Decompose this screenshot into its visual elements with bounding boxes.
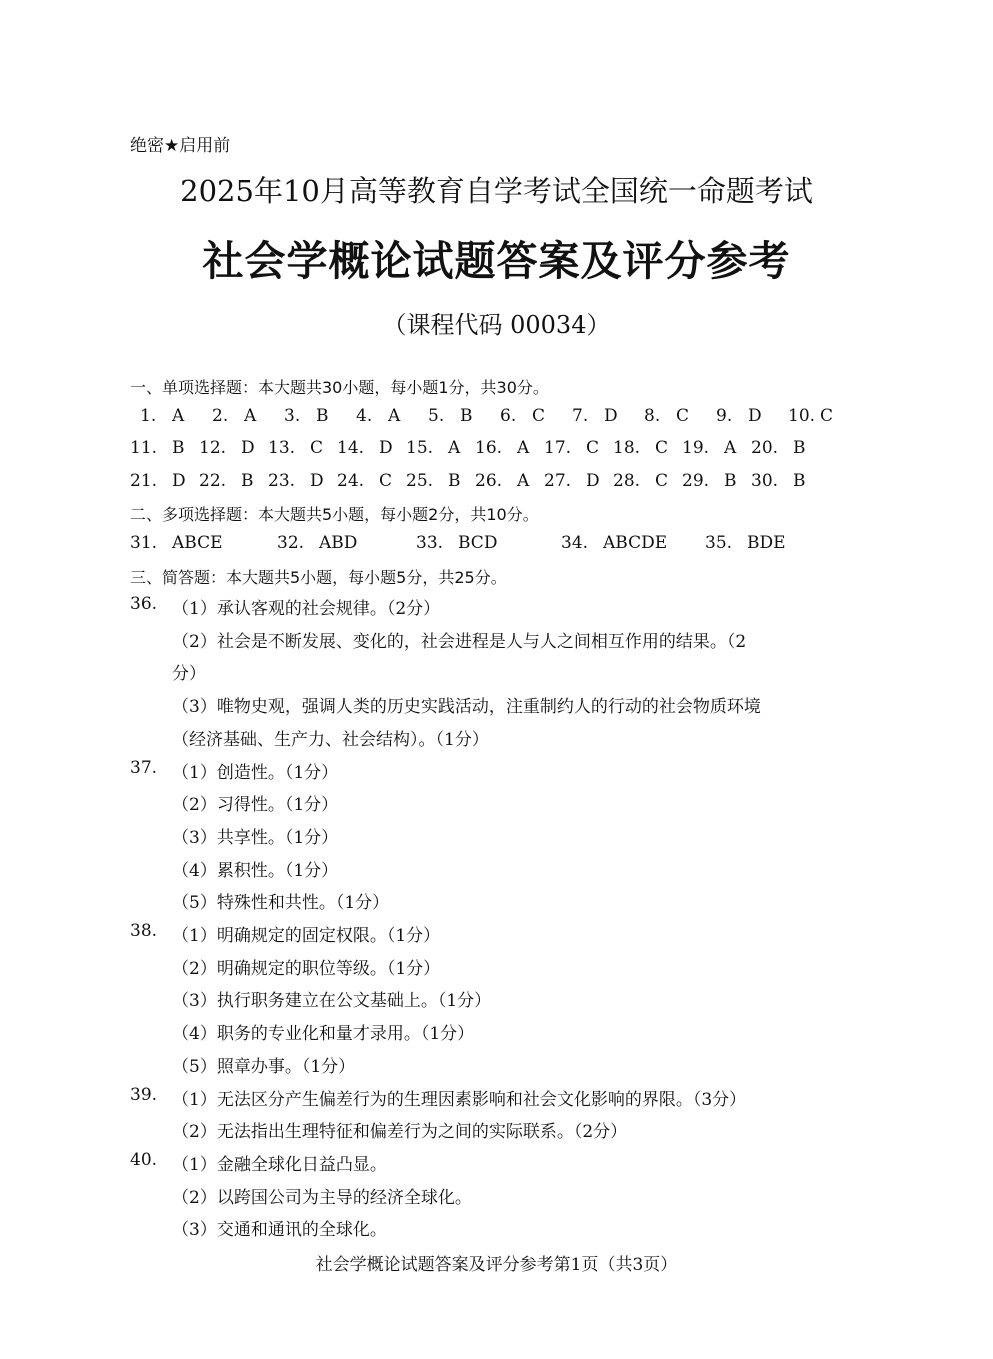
question-number: 17.	[544, 438, 572, 458]
answer-item	[572, 406, 644, 426]
answer-item	[561, 533, 705, 553]
answer-item	[140, 406, 212, 426]
answer-letter: D	[586, 471, 600, 491]
answer-letter: B	[448, 471, 461, 491]
answer-letter: B	[316, 406, 329, 426]
question-number: 15.	[406, 438, 434, 458]
question-number: 13.	[268, 438, 296, 458]
answer-letter: D	[748, 406, 762, 426]
answer-line: （2）习得性。（1分）	[172, 795, 339, 816]
section-heading-short-answer: 三、简答题：本大题共5小题，每小题5分，共25分。	[130, 568, 507, 587]
answer-letter: C	[676, 406, 690, 426]
answer-line: （1）金融全球化日益凸显。	[172, 1154, 387, 1175]
question-number: 22.	[199, 471, 227, 491]
answer-letter: D	[310, 471, 324, 491]
answer-letter: C	[532, 406, 546, 426]
question-number: 32.	[277, 533, 305, 553]
answer-row	[130, 471, 820, 491]
answer-item	[356, 406, 428, 426]
answer-letter: B	[793, 438, 806, 458]
answer-item	[644, 406, 716, 426]
answer-line: （2）明确规定的职位等级。（1分）	[172, 958, 441, 979]
answer-line: （4）累积性。（1分）	[172, 860, 339, 881]
secret-mark: 绝密★启用前	[130, 136, 231, 156]
question-number: 37.	[130, 757, 158, 778]
answer-letter: A	[517, 471, 530, 491]
multiple-choice-answers	[130, 533, 805, 553]
answer-item	[500, 406, 572, 426]
answer-item	[199, 438, 268, 458]
answer-line: （5）特殊性和共性。（1分）	[172, 893, 390, 914]
answer-line: （2）以跨国公司为主导的经济全球化。	[172, 1187, 472, 1208]
answer-item	[416, 533, 561, 553]
answer-line: （5）照章办事。（1分）	[172, 1056, 356, 1077]
answer-letter: C	[586, 438, 600, 458]
question-number: 4.	[356, 406, 373, 426]
answer-item	[682, 438, 751, 458]
question-number: 16.	[475, 438, 503, 458]
question-number: 25.	[406, 471, 434, 491]
question-number: 36.	[130, 594, 158, 614]
page-footer: 社会学概论试题答案及评分参考第1页（共3页）	[315, 1255, 678, 1275]
answer-letter: A	[244, 406, 257, 426]
answer-item	[337, 438, 406, 458]
answer-item	[613, 471, 682, 491]
answer-line: （3）共享性。（1分）	[172, 827, 339, 848]
answer-letters: BDE	[747, 533, 786, 553]
question-number: 33.	[416, 533, 444, 553]
question-number: 28.	[613, 471, 641, 491]
answer-letters: ABCDE	[603, 533, 668, 553]
question-number: 24.	[337, 471, 365, 491]
question-number: 23.	[268, 471, 296, 491]
answer-item	[716, 406, 788, 426]
question-number: 6.	[500, 406, 517, 426]
answer-letter: C	[655, 471, 669, 491]
question-number: 3.	[284, 406, 301, 426]
answer-letters: ABCE	[172, 533, 223, 553]
answer-item	[406, 471, 475, 491]
answer-letter: A	[172, 406, 185, 426]
answer-line: （2）社会是不断发展、变化的，社会进程是人与人之间相互作用的结果。（2	[172, 631, 747, 652]
answer-item	[130, 533, 277, 553]
answer-letter: A	[448, 438, 461, 458]
answer-item	[268, 438, 337, 458]
answer-item	[475, 438, 544, 458]
question-number: 1.	[140, 406, 157, 426]
question-number: 11.	[130, 438, 158, 458]
question-number: 38.	[130, 921, 158, 941]
answer-letter: B	[172, 438, 185, 458]
answer-item	[337, 471, 406, 491]
answer-letter: D	[172, 471, 186, 491]
answer-letter: B	[793, 471, 806, 491]
answer-letter: D	[241, 438, 255, 458]
question-number: 40.	[130, 1149, 158, 1170]
answer-item	[199, 471, 268, 491]
answer-item	[284, 406, 356, 426]
answer-item	[475, 471, 544, 491]
question-number: 27.	[544, 471, 572, 491]
answer-letter: C	[310, 438, 324, 458]
question-number: 9.	[716, 406, 733, 426]
answer-letters: ABD	[319, 533, 358, 553]
answer-letter: D	[604, 406, 618, 426]
question-number: 14.	[337, 438, 365, 458]
document-title: 社会学概论试题答案及评分参考	[202, 237, 791, 285]
question-number: 39.	[130, 1084, 158, 1105]
answer-line: （1）明确规定的固定权限。（1分）	[172, 926, 441, 946]
answer-item	[130, 471, 199, 491]
question-number: 26.	[475, 471, 503, 491]
question-number: 8.	[644, 406, 661, 426]
answer-item	[682, 471, 751, 491]
answer-item	[705, 533, 805, 553]
section-heading-single-choice: 一、单项选择题：本大题共30小题，每小题1分，共30分。	[130, 378, 549, 397]
question-number: 35.	[705, 533, 733, 553]
question-number: 21.	[130, 471, 158, 491]
answer-letter: B	[724, 471, 737, 491]
question-number: 20.	[751, 438, 779, 458]
question-number: 29.	[682, 471, 710, 491]
question-number: 2.	[212, 406, 229, 426]
answer-item	[544, 438, 613, 458]
question-number: 5.	[428, 406, 445, 426]
question-number: 34.	[561, 533, 589, 553]
answer-item	[751, 438, 820, 458]
answer-item	[277, 533, 416, 553]
answer-line: （3）执行职务建立在公文基础上。（1分）	[172, 991, 492, 1012]
answer-letter: B	[460, 406, 473, 426]
answer-letter: A	[724, 438, 737, 458]
answer-item	[406, 438, 475, 458]
answer-letter: C	[820, 406, 834, 426]
answer-item	[544, 471, 613, 491]
answer-item	[751, 471, 820, 491]
answer-letters: BCD	[458, 533, 498, 553]
answer-letter: A	[388, 406, 401, 426]
answer-letter: B	[241, 471, 254, 491]
answer-item	[428, 406, 500, 426]
answer-letter: C	[655, 438, 669, 458]
question-number: 10.	[788, 406, 816, 426]
answer-row	[140, 406, 860, 426]
question-number: 31.	[130, 533, 158, 553]
answer-line: （1）承认客观的社会规律。（2分）	[172, 599, 441, 619]
section-heading-multiple-choice: 二、多项选择题：本大题共5小题，每小题2分，共10分。	[130, 505, 539, 524]
question-number: 30.	[751, 471, 779, 491]
answer-line: （2）无法指出生理特征和偏差行为之间的实际联系。（2分）	[172, 1122, 628, 1143]
answer-row	[130, 438, 820, 458]
answer-line: （1）无法区分产生偏差行为的生理因素影响和社会文化影响的界限。（3分）	[172, 1089, 747, 1110]
answer-letter: A	[517, 438, 530, 458]
answer-item	[130, 438, 199, 458]
answer-line: （4）职务的专业化和量才录用。（1分）	[172, 1024, 475, 1045]
question-number: 7.	[572, 406, 589, 426]
answer-item	[788, 406, 860, 426]
question-number: 19.	[682, 438, 710, 458]
answer-line: 分）	[172, 664, 206, 685]
answer-line: （1）创造性。（1分）	[172, 762, 339, 783]
answer-letter: C	[379, 471, 393, 491]
answer-line: （3）交通和通讯的全球化。	[172, 1220, 387, 1241]
exam-title: 2025年10月高等教育自学考试全国统一命题考试	[180, 174, 813, 208]
question-number: 18.	[613, 438, 641, 458]
answer-item	[613, 438, 682, 458]
answer-line: （3）唯物史观，强调人类的历史实践活动，注重制约人的行动的社会物质环境	[172, 697, 761, 718]
answer-letter: D	[379, 438, 393, 458]
answer-line: （经济基础、生产力、社会结构）。（1分）	[172, 729, 489, 750]
answer-item	[268, 471, 337, 491]
course-code: （课程代码 00034）	[382, 311, 611, 339]
question-number: 12.	[199, 438, 227, 458]
answer-item	[212, 406, 284, 426]
